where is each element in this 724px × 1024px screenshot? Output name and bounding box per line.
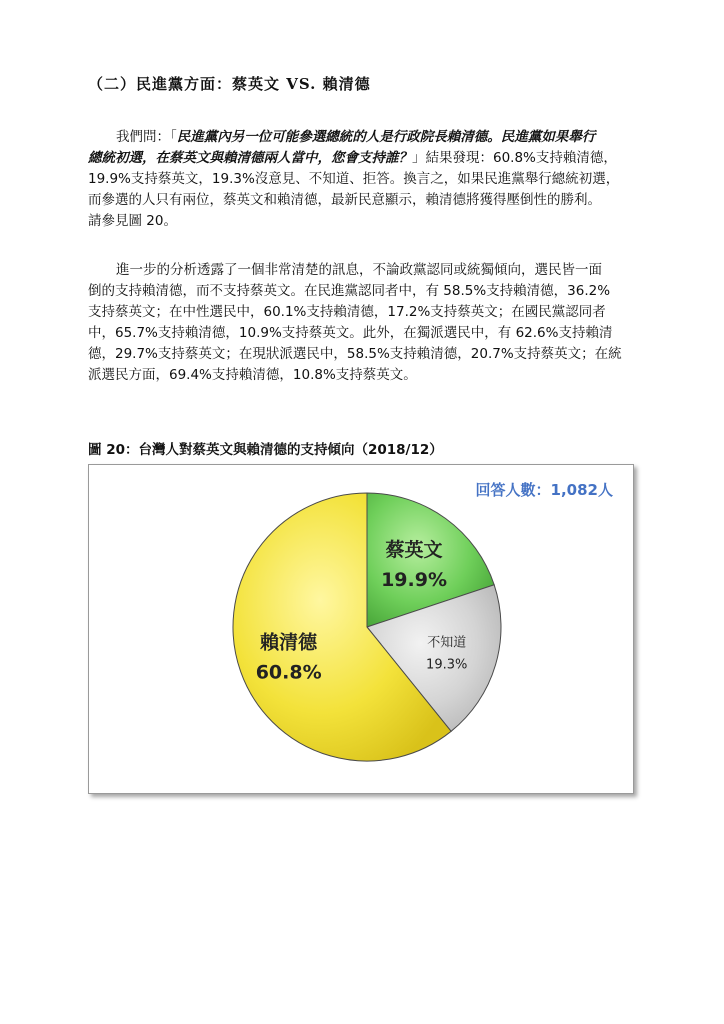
figure-caption: 圖 20：台灣人對蔡英文與賴清德的支持傾向（2018/12） [88, 442, 443, 458]
paragraph-line: 派選民方面，69.4%支持賴清德，10.8%支持蔡英文。 [88, 367, 417, 383]
pie-chart-frame [88, 464, 634, 794]
paragraph-line: 支持蔡英文；在中性選民中，60.1%支持賴清德，17.2%支持蔡英文；在國民黨認同者 [88, 304, 606, 320]
respondents-count: 回答人數：1,082人 [475, 481, 613, 499]
paragraph-survey-question [88, 127, 644, 232]
paragraph-line: 而參選的人只有兩位，蔡英文和賴清德，最新民意顯示，賴清德將獲得壓倒性的勝利。 [88, 192, 601, 208]
question-text: 總統初選，在蔡英文與賴清德兩人當中，您會支持誰？ [88, 150, 412, 166]
slice-value-label: 60.8% [255, 661, 322, 684]
pie-chart [89, 465, 633, 793]
result-text: 」結果發現：60.8%支持賴清德， [412, 150, 617, 166]
slice-label: 不知道 [427, 635, 467, 651]
slice-value-label: 19.9% [381, 568, 448, 591]
paragraph-line [88, 127, 644, 148]
question-text: 民進黨內另一位可能參選總統的人是行政院長賴清德。民進黨如果舉行 [176, 129, 596, 145]
paragraph-line: 倒的支持賴清德，而不支持蔡英文。在民進黨認同者中，有 58.5%支持賴清德，36.2% [88, 283, 611, 299]
paragraph-line: 德，29.7%支持蔡英文；在現狀派選民中，58.5%支持賴清德，20.7%支持蔡英文；在統 [88, 346, 622, 362]
paragraph-line: 進一步的分析透露了一個非常清楚的訊息，不論政黨認同或統獨傾向，選民皆一面 [116, 262, 602, 278]
question-prefix: 我們問：「 [116, 129, 177, 145]
section-heading: （二）民進黨方面：蔡英文 VS. 賴清德 [88, 75, 371, 93]
slice-label: 賴清德 [260, 631, 318, 654]
paragraph-line: 請參見圖 20。 [88, 213, 177, 229]
paragraph-line: 19.9%支持蔡英文，19.3%沒意見、不知道、拒答。換言之，如果民進黨舉行總統初選， [88, 171, 620, 187]
paragraph-line [88, 148, 644, 169]
paragraph-line: 中，65.7%支持賴清德，10.9%支持蔡英文。此外，在獨派選民中，有 62.6%支持賴清 [88, 325, 613, 341]
paragraph-analysis [88, 260, 644, 386]
slice-value-label: 19.3% [426, 657, 468, 673]
slice-label: 蔡英文 [385, 538, 443, 561]
